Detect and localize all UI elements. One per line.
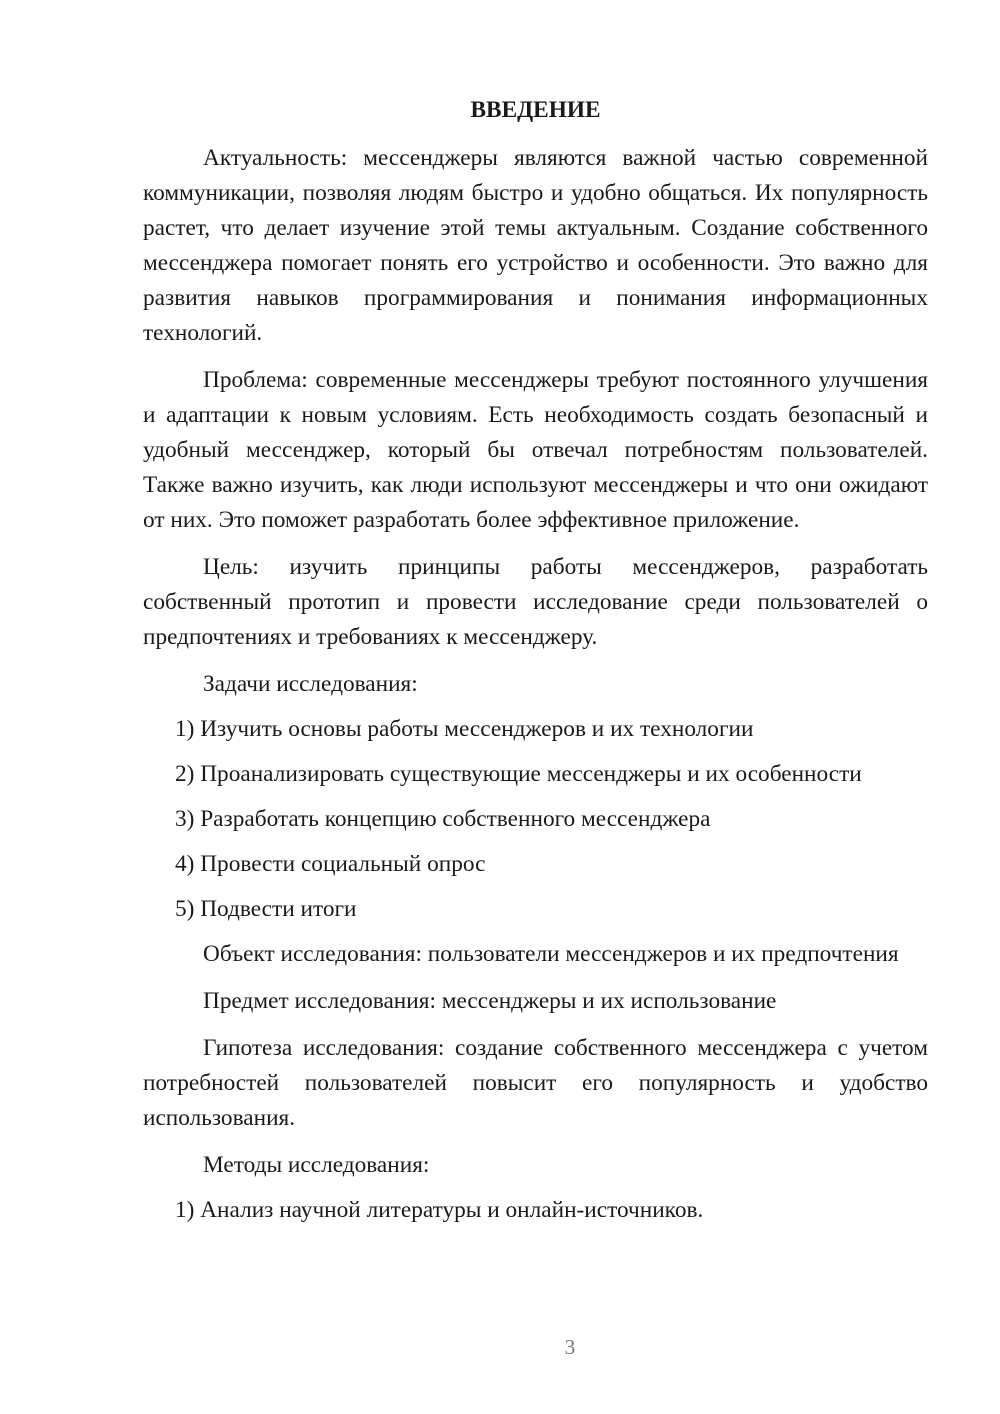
object-paragraph: Объект исследования: пользователи мессенджеров и их предпочтения [203, 941, 899, 967]
task-item-4: 4) Провести социальный опрос [175, 851, 486, 877]
problem-paragraph: Проблема: современные мессенджеры требуют постоянного улучшения и адаптации к новым условиям. Есть необходимость создать безопасный и удобный мессенджер, который бы отвечал потребностям пользователей. Также важно изучить, как люди используют мессенджеры и что они ожидают от них. Это поможет разработать более эффективное приложение. [143, 367, 928, 533]
page-number: 3 [564, 1335, 576, 1359]
task-item-1: 1) Изучить основы работы мессенджеров и их технологии [175, 716, 754, 742]
tasks-label: Задачи исследования: [203, 671, 418, 697]
document-page [143, 95, 928, 1238]
task-item-2: 2) Проанализировать существующие мессенджеры и их особенности [175, 761, 862, 787]
task-item-3: 3) Разработать концепцию собственного мессенджера [175, 806, 711, 832]
section-title: ВВЕДЕНИЕ [470, 97, 601, 123]
actuality-paragraph: Актуальность: мессенджеры являются важной частью современной коммуникации, позволяя людям быстро и удобно общаться. Их популярность растет, что делает изучение этой темы актуальным. Создание собственного мессенджера помогает понять его устройство и особенности. Это важно для развития навыков программирования и понимания информационных технологий. [143, 145, 928, 346]
subject-paragraph: Предмет исследования: мессенджеры и их использование [203, 988, 777, 1014]
methods-label: Методы исследования: [203, 1152, 430, 1178]
hypothesis-paragraph: Гипотеза исследования: создание собственного мессенджера с учетом потребностей пользователей повысит его популярность и удобство использования. [143, 1035, 928, 1131]
goal-paragraph: Цель: изучить принципы работы мессенджеров, разработать собственный прототип и провести исследование среди пользователей о предпочтениях и требованиях к мессенджеру. [143, 554, 928, 650]
task-item-5: 5) Подвести итоги [175, 896, 357, 922]
method-item-1: 1) Анализ научной литературы и онлайн-источников. [175, 1197, 704, 1223]
